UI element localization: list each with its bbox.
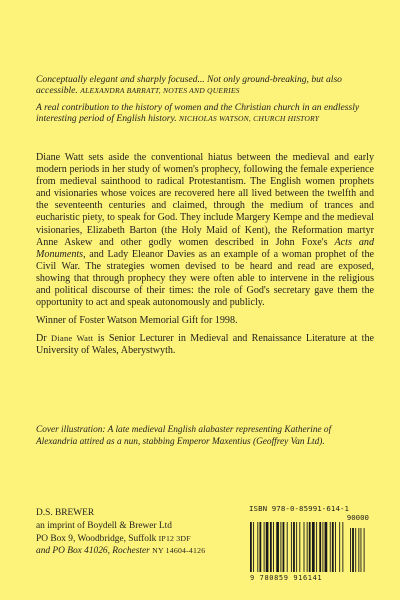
quote-source: NICHOLAS WATSON, CHURCH HISTORY [179,114,320,124]
book-description [36,152,374,358]
isbn-text: ISBN 978-0-85991-614-1 [249,504,350,513]
author-name: Diane Watt [51,334,94,344]
isbn-barcode [248,504,370,584]
barcode-bar [276,522,279,572]
postcode: NY 14604-4126 [152,546,206,556]
work-title: Acts and Monuments [36,236,374,260]
publisher-block [36,508,236,558]
barcode-bar [250,522,252,572]
barcode-addon-bar [352,528,354,572]
barcode-bar [307,522,308,572]
barcode-bar [312,522,315,572]
publisher-address-2 [36,545,236,557]
author-prefix: Dr [36,333,47,345]
barcode-bar [257,522,258,572]
barcode-bar [299,522,300,572]
author-bio-text: is Senior Lecturer in Medieval and Renaissance Literature at the University of Wales, Aberystwyth. [36,333,375,357]
barcode-addon-bar [364,528,365,572]
barcode-bar [296,522,297,572]
barcode-bar [325,522,328,572]
review-quotes [36,74,374,130]
postcode: IP12 3DF [158,533,191,543]
address-main: PO Box 9, Woodbridge, Suffolk [36,533,157,544]
barcode-bar [339,522,340,572]
quote-text: A real contribution to the history of women and the Christian church in an endlessly interesting period of English history. [36,101,360,125]
award-line: Winner of Foster Watson Memorial Gift for 1998. [36,315,238,327]
quote-text: Conceptually elegant and sharply focused... Not only ground-breaking, but also accessible. [36,74,342,97]
barcode-addon-bar [361,528,362,572]
barcode-bar [293,522,295,572]
barcode-bar [270,522,272,572]
price-code: 90000 [346,513,369,522]
author-bio [36,333,374,357]
barcode-bar [264,522,265,572]
barcode-addon-bar [350,528,351,572]
barcode-bar [330,522,331,572]
barcode-bar [280,522,281,572]
barcode-bar [283,522,285,572]
barcode-bar [322,522,323,572]
barcode-bar [287,522,288,572]
barcode-bar [259,522,261,572]
barcode-bar [253,522,254,572]
barcode-bar [273,522,274,572]
barcode-bars [248,522,370,572]
barcode-addon-bar [355,528,356,572]
address-main: and PO Box 41026, Rochester [36,546,150,557]
publisher-name: D.S. BREWER [36,508,95,518]
publisher-address-1 [36,533,236,545]
barcode-bar [291,522,292,572]
barcode-bar [266,522,269,572]
review-quote-1 [36,74,374,97]
description-paragraph [36,152,374,309]
quote-source: ALEXANDRA BARRATT, NOTES AND QUERIES [80,86,240,96]
barcode-addon-bar [358,528,359,572]
barcode-bar [319,522,321,572]
barcode-bar [332,522,334,572]
barcode-bar [309,522,311,572]
cover-illustration-credit: Cover illustration: A late medieval English alabaster representing Katherine of Alexandria attired as a nun, stabbing Emperor Maxentius (Geoffrey Van Ltd). [36,425,332,447]
barcode-digits: 9 780859 916141 [250,574,323,582]
barcode-bar [335,522,336,572]
review-quote-2 [36,102,374,125]
description-text-cont: , and Lady Eleanor Davies as an example of a woman prophet of the Civil War. The strategies women devised to be heard and read are exposed, showing that through prophecy they were often able to intervene in the religious and political discourse of their times: the role of God's secretary gave them the opportunity to act and speak autonomously and publicly. [36,248,374,309]
description-text: Diane Watt sets aside the conventional hiatus between the medieval and early modern periods in her study of women's prophecy, following the female experience from medieval sainthood to radical Protestantism. The English women prophets and visionaries whose voices are recovered here all lived between the twelfth and the seventeenth centuries and claimed, through the medium of trances and eucharistic piety, to speak for God. They include Margery Kempe and the medieval visionaries, Elizabeth Barton (the Holy Maid of Kent), the Reformation martyr Anne Askew and other godly women described in John Foxe's [36,152,374,248]
barcode-bar [304,522,305,572]
publisher-imprint: an imprint of Boydell & Brewer Ltd [36,521,172,532]
barcode-bar [316,522,317,572]
barcode-bar [342,522,343,572]
